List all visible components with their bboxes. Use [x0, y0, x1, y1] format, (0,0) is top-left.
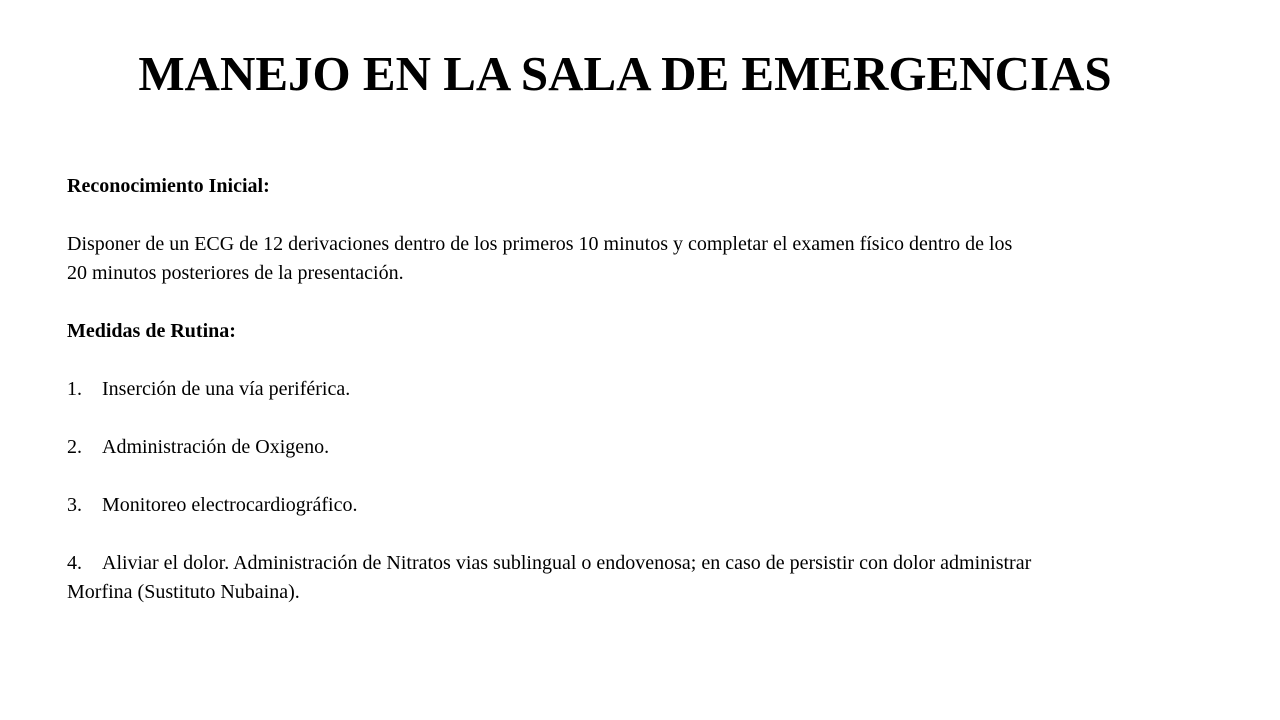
- list-item: [67, 375, 1237, 404]
- section-heading-initial-recognition: Reconocimiento Inicial:: [67, 175, 270, 197]
- list-item-number: 4.: [67, 552, 82, 574]
- list-item-number: 2.: [67, 436, 82, 458]
- section-heading-routine-measures: Medidas de Rutina:: [67, 320, 236, 342]
- initial-recognition-text-line-1: Disponer de un ECG de 12 derivaciones dentro de los primeros 10 minutos y completar el examen físico dentro de los: [67, 233, 1013, 255]
- spacer: [67, 404, 1237, 433]
- spacer: [67, 346, 1237, 375]
- slide-title: MANEJO EN LA SALA DE EMERGENCIAS: [138, 46, 1112, 101]
- list-item-text: Aliviar el dolor. Administración de Nitratos vias sublingual o endovenosa; en caso de persistir con dolor administrar: [102, 552, 1032, 574]
- spacer: [67, 462, 1237, 491]
- spacer: [67, 201, 1237, 230]
- list-item-continuation: [67, 578, 1237, 607]
- routine-measures-list: [67, 375, 1237, 607]
- spacer: [67, 520, 1237, 549]
- list-item-text-continued: Morfina (Sustituto Nubaina).: [67, 581, 300, 603]
- list-item: [67, 491, 1237, 520]
- list-item: [67, 549, 1237, 578]
- initial-recognition-text-line-2: 20 minutos posteriores de la presentación.: [67, 262, 404, 284]
- list-item-number: 1.: [67, 378, 82, 400]
- spacer: [67, 288, 1237, 317]
- list-item: [67, 433, 1237, 462]
- list-item-text: Administración de Oxigeno.: [102, 436, 330, 458]
- list-item-text: Monitoreo electrocardiográfico.: [102, 494, 358, 516]
- slide-body: [67, 172, 1237, 607]
- list-item-number: 3.: [67, 494, 82, 516]
- list-item-text: Inserción de una vía periférica.: [102, 378, 351, 400]
